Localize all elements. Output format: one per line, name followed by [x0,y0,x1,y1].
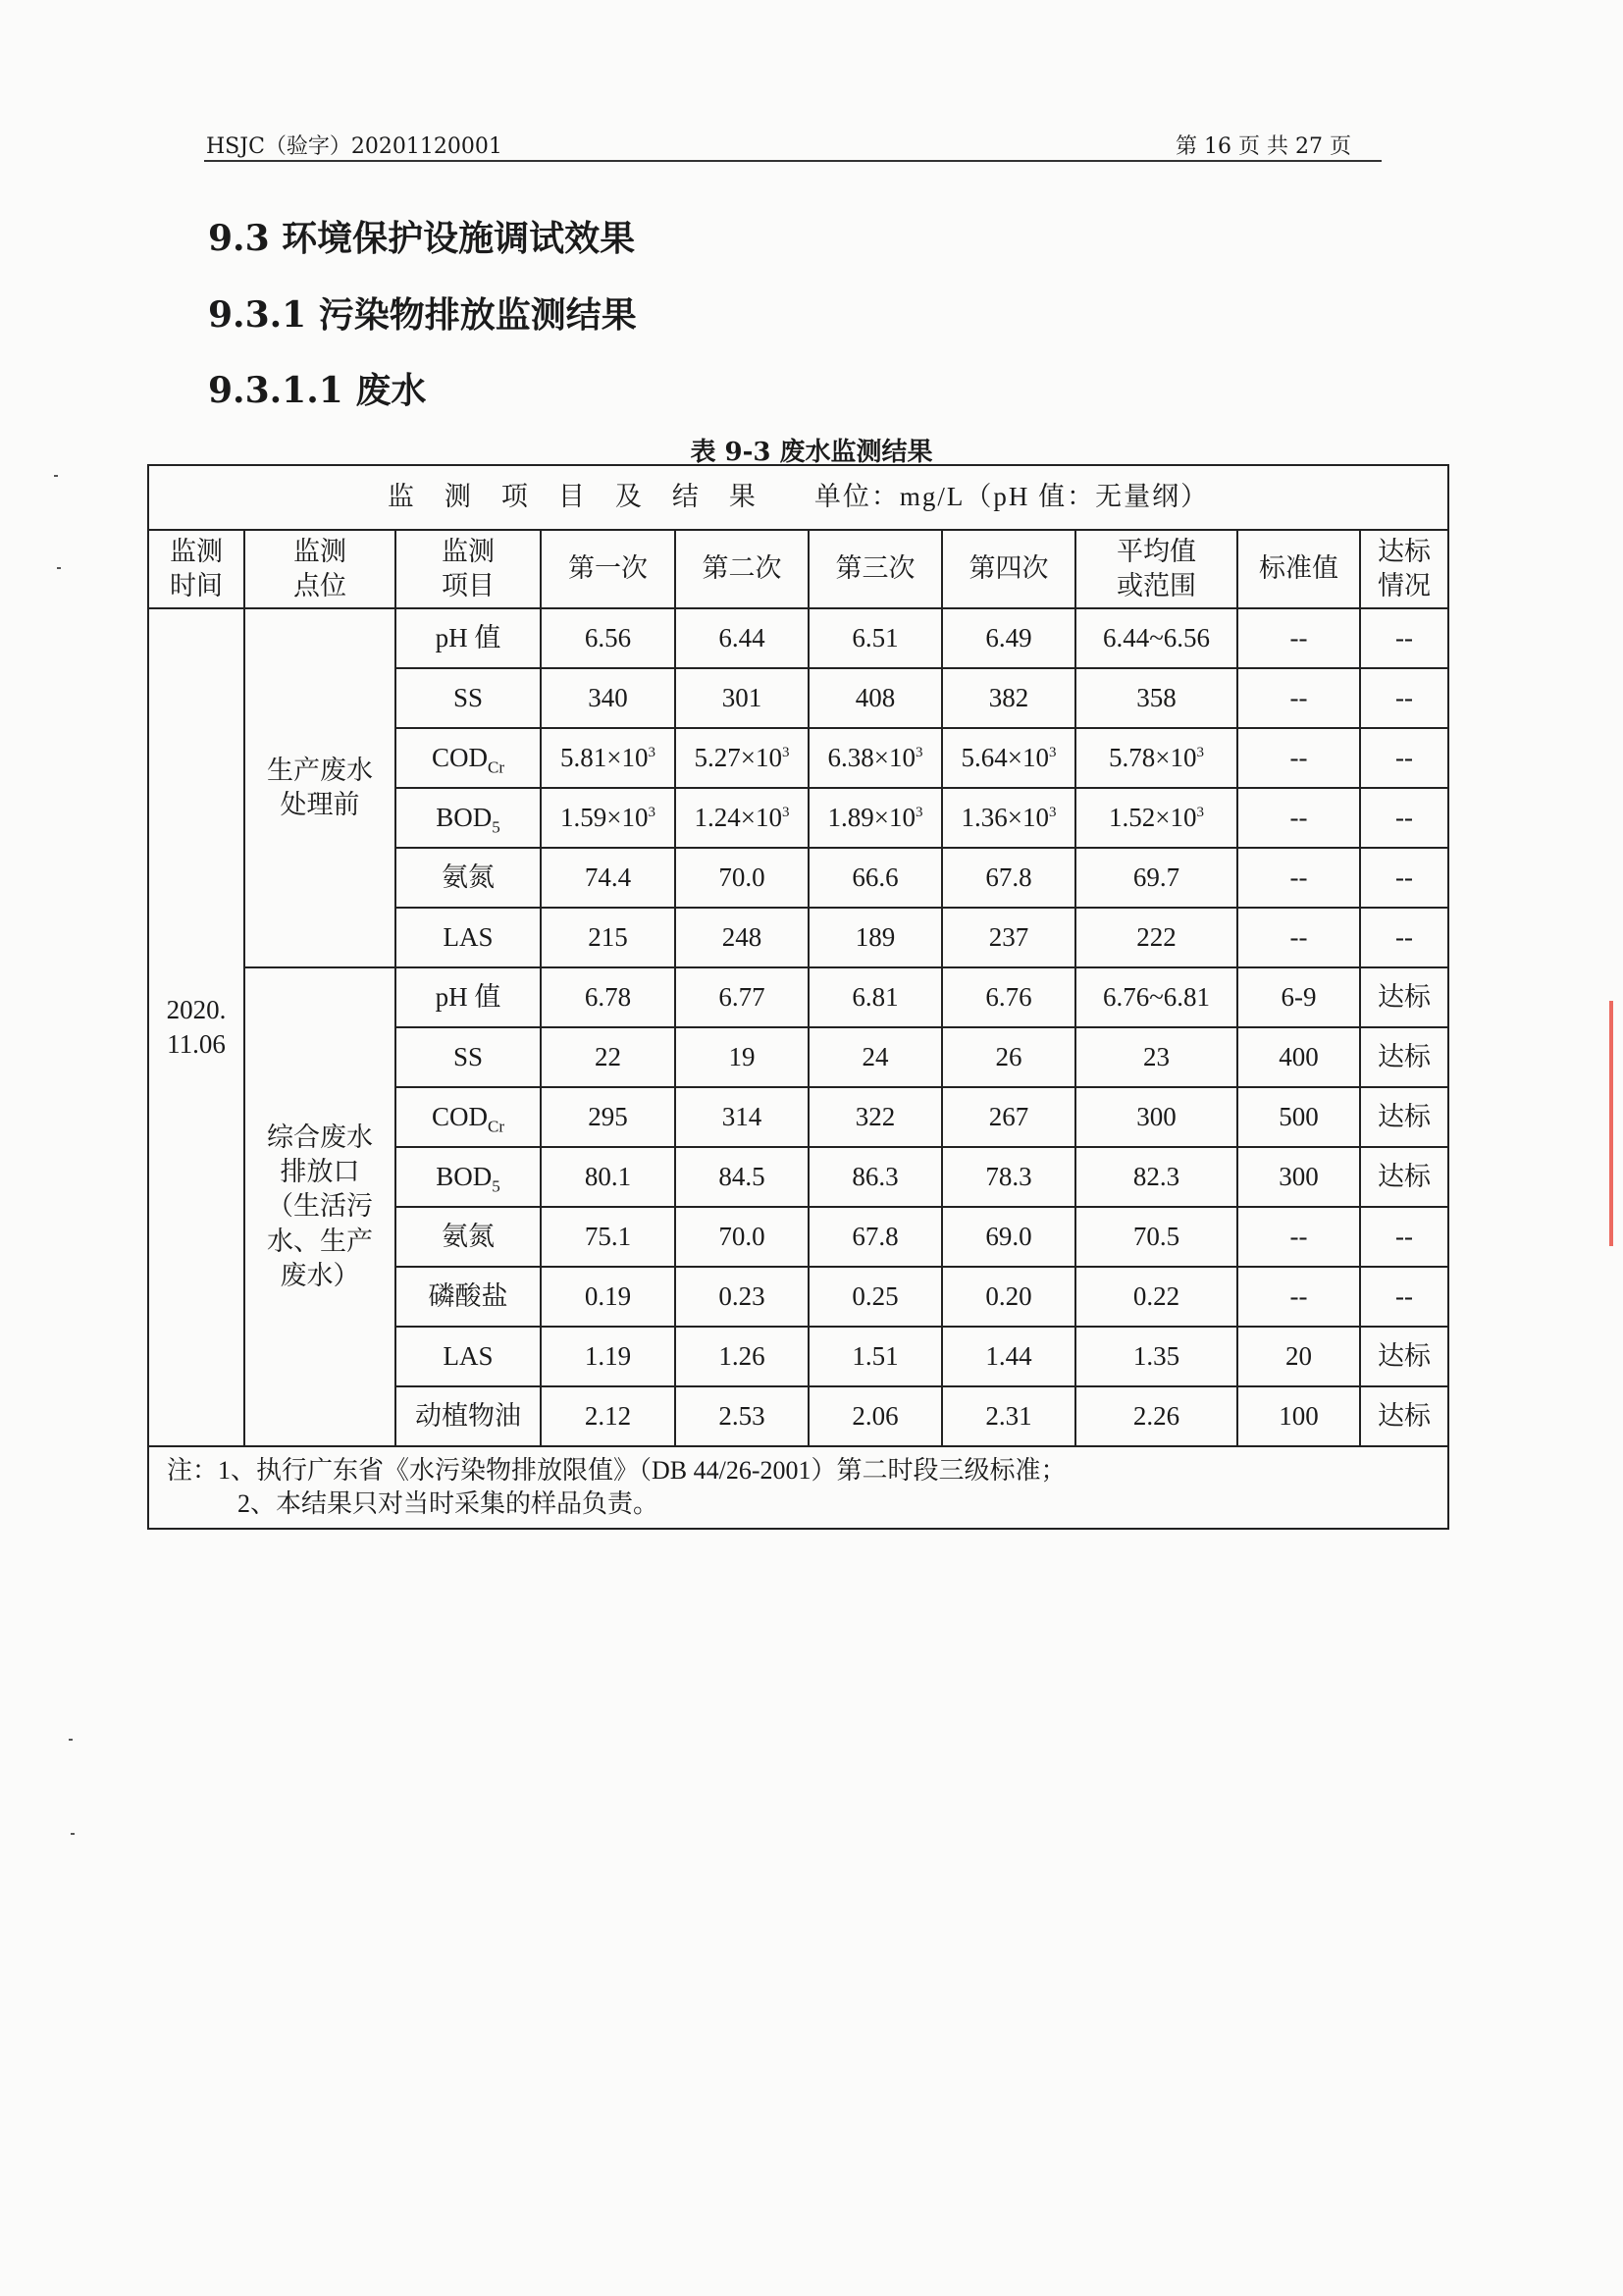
value-cell: 215 [541,908,675,967]
value-cell: 6.77 [675,967,809,1027]
value-cell: 6.76 [942,967,1075,1027]
compliance-cell: 达标 [1360,967,1448,1027]
unit-row: 监 测 项 目 及 结 果 单位：mg/L（pH 值：无量纲） [148,465,1448,530]
column-header: 第四次 [942,530,1075,608]
parameter-cell: $BOD_5$ [395,788,541,848]
compliance-cell: -- [1360,848,1448,908]
value-cell: 86.3 [809,1147,942,1207]
note-line: 2、本结果只对当时采集的样品负责。 [237,1489,659,1518]
value-cell: 314 [675,1087,809,1147]
value-cell: 6.56 [541,608,675,668]
value-cell: 70.0 [675,1207,809,1267]
value-cell: 237 [942,908,1075,967]
value-cell: 22 [541,1027,675,1087]
compliance-cell: -- [1360,1207,1448,1267]
parameter-cell: pH 值 [395,608,541,668]
column-header: 标准值 [1237,530,1360,608]
value-cell: 75.1 [541,1207,675,1267]
value-cell: $1.59\times 10^3$ [541,788,675,848]
parameter-cell: 氨氮 [395,848,541,908]
compliance-cell: 达标 [1360,1327,1448,1386]
parameter-cell: SS [395,1027,541,1087]
column-header: 监测 时间 [148,530,244,608]
table-row [148,608,1448,668]
value-cell: $5.27\times 10^3$ [675,728,809,788]
standard-cell: 100 [1237,1386,1360,1446]
standard-cell: -- [1237,848,1360,908]
parameter-cell: LAS [395,1327,541,1386]
compliance-cell: -- [1360,728,1448,788]
value-cell: 74.4 [541,848,675,908]
compliance-cell: 达标 [1360,1386,1448,1446]
column-header: 第三次 [809,530,942,608]
subsubsection-heading: 9.3.1.1 废水 [208,370,427,411]
column-header: 监测 项目 [395,530,541,608]
parameter-cell: 动植物油 [395,1386,541,1446]
compliance-cell: -- [1360,1267,1448,1327]
value-cell: 6.81 [809,967,942,1027]
document-number: HSJC（验字）20201120001 [206,134,502,159]
value-cell: 382 [942,668,1075,728]
value-cell: 267 [942,1087,1075,1147]
value-cell: 78.3 [942,1147,1075,1207]
compliance-cell: -- [1360,788,1448,848]
standard-cell: 20 [1237,1327,1360,1386]
scan-speck [54,475,58,477]
average-cell: $5.78\times 10^3$ [1075,728,1237,788]
value-cell: 189 [809,908,942,967]
parameter-cell: pH 值 [395,967,541,1027]
value-cell: $1.89\times 10^3$ [809,788,942,848]
parameter-cell: 磷酸盐 [395,1267,541,1327]
header-rule [204,160,1382,162]
subsection-heading: 9.3.1 污染物排放监测结果 [208,294,637,336]
value-cell: 6.78 [541,967,675,1027]
value-cell: 340 [541,668,675,728]
average-cell: 70.5 [1075,1207,1237,1267]
value-cell: 2.53 [675,1386,809,1446]
value-cell: 1.26 [675,1327,809,1386]
wastewater-monitoring-table [147,464,1449,1530]
scan-speck [71,1833,75,1835]
average-cell: $1.52\times 10^3$ [1075,788,1237,848]
value-cell: 248 [675,908,809,967]
column-header: 达标 情况 [1360,530,1448,608]
value-cell: 6.49 [942,608,1075,668]
table-row [148,967,1448,1027]
value-cell: $5.81\times 10^3$ [541,728,675,788]
value-cell: 0.19 [541,1267,675,1327]
value-cell: 0.23 [675,1267,809,1327]
table-notes [148,1446,1448,1529]
page-info: 第 16 页 共 27 页 [1176,134,1351,159]
column-header: 第二次 [675,530,809,608]
average-cell: 222 [1075,908,1237,967]
value-cell: 6.44 [675,608,809,668]
value-cell: 301 [675,668,809,728]
column-header: 第一次 [541,530,675,608]
value-cell: 2.06 [809,1386,942,1446]
value-cell: 1.44 [942,1327,1075,1386]
value-cell: $5.64\times 10^3$ [942,728,1075,788]
parameter-cell: SS [395,668,541,728]
value-cell: 67.8 [809,1207,942,1267]
standard-cell: -- [1237,908,1360,967]
standard-cell: -- [1237,608,1360,668]
monitoring-location-cell: 综合废水 排放口 （生活污 水、生产 废水） [244,967,395,1446]
value-cell: 66.6 [809,848,942,908]
scan-speck [69,1739,73,1741]
column-header: 监测 点位 [244,530,395,608]
section-heading: 9.3 环境保护设施调试效果 [208,218,636,259]
value-cell: 24 [809,1027,942,1087]
compliance-cell: 达标 [1360,1147,1448,1207]
parameter-cell: $COD_{Cr}$ [395,728,541,788]
value-cell: $1.24\times 10^3$ [675,788,809,848]
value-cell: 80.1 [541,1147,675,1207]
compliance-cell: -- [1360,908,1448,967]
value-cell: 322 [809,1087,942,1147]
average-cell: 2.26 [1075,1386,1237,1446]
standard-cell: 500 [1237,1087,1360,1147]
value-cell: 0.20 [942,1267,1075,1327]
parameter-cell: $BOD_5$ [395,1147,541,1207]
value-cell: 19 [675,1027,809,1087]
standard-cell: -- [1237,1207,1360,1267]
standard-cell: -- [1237,788,1360,848]
note-line: 注：1、执行广东省《水污染物排放限值》（DB 44/26-2001）第二时段三级标准； [167,1456,1067,1486]
value-cell: 6.51 [809,608,942,668]
value-cell: 2.31 [942,1386,1075,1446]
average-cell: 82.3 [1075,1147,1237,1207]
average-cell: 23 [1075,1027,1237,1087]
average-cell: 69.7 [1075,848,1237,908]
value-cell: $1.36\times 10^3$ [942,788,1075,848]
stamp-mark [1609,1001,1623,1246]
monitoring-date-cell: 2020. 11.06 [148,608,244,1446]
value-cell: 0.25 [809,1267,942,1327]
average-cell: 6.76~6.81 [1075,967,1237,1027]
standard-cell: -- [1237,668,1360,728]
value-cell: 2.12 [541,1386,675,1446]
value-cell: 295 [541,1087,675,1147]
value-cell: 1.51 [809,1327,942,1386]
standard-cell: 400 [1237,1027,1360,1087]
value-cell: 70.0 [675,848,809,908]
standard-cell: 300 [1237,1147,1360,1207]
compliance-cell: 达标 [1360,1087,1448,1147]
monitoring-location-cell: 生产废水 处理前 [244,608,395,967]
parameter-cell: $COD_{Cr}$ [395,1087,541,1147]
standard-cell: -- [1237,1267,1360,1327]
parameter-cell: LAS [395,908,541,967]
table-caption: 表 9-3 废水监测结果 [690,438,933,467]
value-cell: 67.8 [942,848,1075,908]
value-cell: 84.5 [675,1147,809,1207]
scan-speck [57,567,61,569]
average-cell: 6.44~6.56 [1075,608,1237,668]
value-cell: 69.0 [942,1207,1075,1267]
average-cell: 0.22 [1075,1267,1237,1327]
parameter-cell: 氨氮 [395,1207,541,1267]
standard-cell: 6-9 [1237,967,1360,1027]
compliance-cell: -- [1360,608,1448,668]
value-cell: $6.38\times 10^3$ [809,728,942,788]
compliance-cell: 达标 [1360,1027,1448,1087]
column-header: 平均值 或范围 [1075,530,1237,608]
value-cell: 26 [942,1027,1075,1087]
compliance-cell: -- [1360,668,1448,728]
average-cell: 300 [1075,1087,1237,1147]
standard-cell: -- [1237,728,1360,788]
average-cell: 1.35 [1075,1327,1237,1386]
value-cell: 1.19 [541,1327,675,1386]
average-cell: 358 [1075,668,1237,728]
value-cell: 408 [809,668,942,728]
